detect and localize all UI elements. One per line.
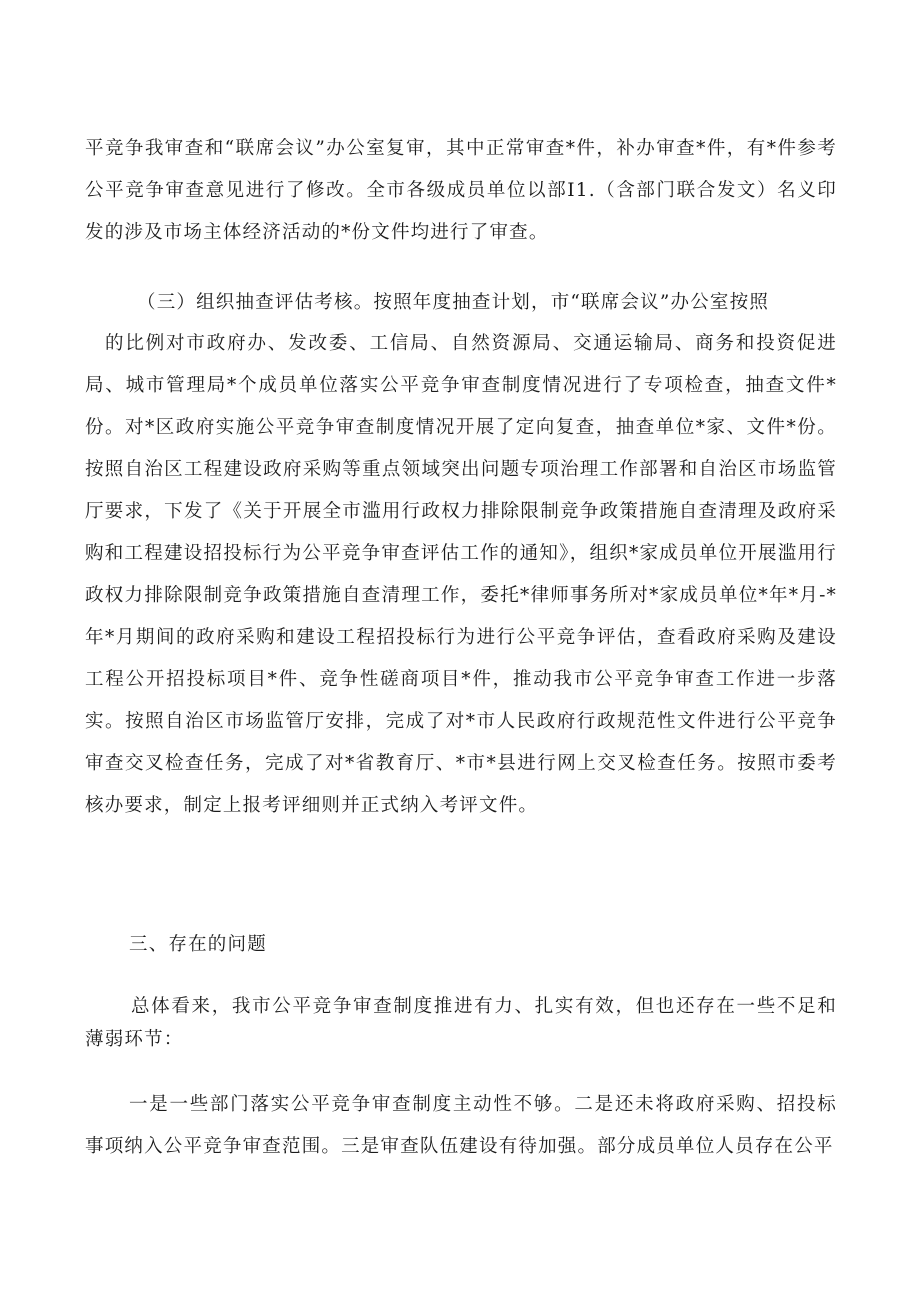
section-heading-problems: 三、存在的问题: [129, 934, 267, 955]
paragraph-overall-assessment: 总体看来，我市公平竞争审查制度推进有力、扎实有效，但也还存在一些不足和薄弱环节：: [85, 996, 837, 1050]
paragraph-review-summary: 平竞争我审查和“联席会议”办公室复审，其中正常审查*件，补办审查*件，有*件参考公平竞争审查意见进行了修改。全市各级成员单位以部I1.（含部门联合发文）名义印发的涉及市场主体经济活动的*份文件均进行了审查。: [85, 138, 837, 243]
paragraph-spot-check-details: 的比例对市政府办、发改委、工信局、自然资源局、交通运输局、商务和投资促进局、城市管理局*个成员单位落实公平竞争审查制度情况进行了专项检查，抽查文件*份。对*区政府实施公平竞争审查制度情况开展了定向复查，抽查单位*家、文件*份。按照自治区工程建设政府采购等重点领域突出问题专项治理工作部署和自治区市场监管厅要求，下发了《关于开展全市滥用行政权力排除限制竞争政策措施自查清理及政府采购和工程建设招投标行为公平竞争审查评估工作的通知》，组织*家成员单位开展滥用行政权力排除限制竞争政策措施自查清理工作，委托*律师事务所对*家成员单位*年*月-*年*月期间的政府采购和建设工程招投标行为进行公平竞争评估，查看政府采购及建设工程公开招投标项目*件、竞争性磋商项目*件，推动我市公平竞争审查工作进一步落实。按照自治区市场监管厅安排，完成了对*市人民政府行政规范性文件进行公平竞争审查交叉检查任务，完成了对*省教育厅、*市*县进行网上交叉检查任务。按照市委考核办要求，制定上报考评细则并正式纳入考评文件。: [85, 333, 837, 816]
paragraph-spot-check-heading: （三）组织抽查评估考核。按照年度抽查计划，市“联席会议”办公室按照: [137, 292, 770, 313]
paragraph-problem-list: 一是一些部门落实公平竞争审查制度主动性不够。二是还未将政府采购、招投标事项纳入公平竞争审查范围。三是审查队伍建设有待加强。部分成员单位人员存在公平: [85, 1094, 837, 1157]
